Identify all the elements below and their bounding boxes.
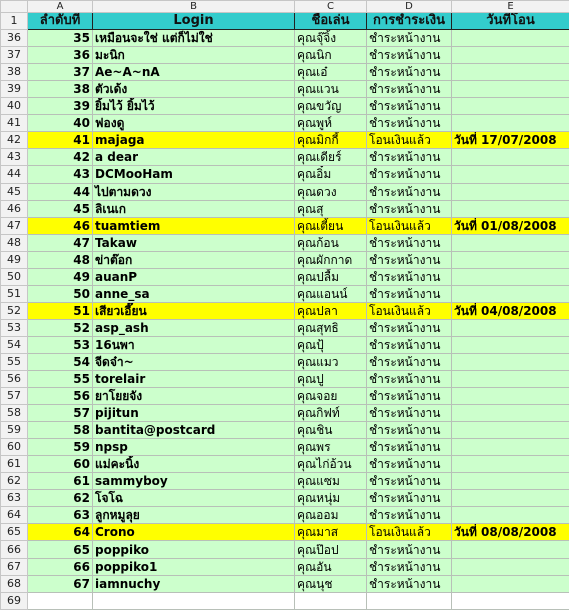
row-number[interactable]: 42	[1, 132, 28, 149]
cell-transfer-date[interactable]: วันที่ 08/08/2008	[452, 524, 569, 541]
cell-payment[interactable]: ชำระหน้างาน	[367, 473, 452, 490]
cell-payment[interactable]: ชำระหน้างาน	[367, 81, 452, 98]
row-number[interactable]: 36	[1, 30, 28, 47]
cell-login[interactable]: auanP	[93, 268, 295, 285]
cell-number[interactable]: 39	[28, 98, 93, 115]
table-row	[1, 47, 569, 64]
cell-login[interactable]: ตัวเด้ง	[93, 81, 295, 98]
table-row-highlighted	[1, 132, 569, 149]
cell-nickname[interactable]: คุณเดียร์	[295, 149, 367, 166]
header-cell-transfer-date[interactable]: วันที่โอน	[452, 13, 569, 30]
cell-nickname[interactable]: คุณอัน	[295, 558, 367, 575]
cell-transfer-date[interactable]	[452, 30, 569, 47]
cell-transfer-date[interactable]: วันที่ 17/07/2008	[452, 132, 569, 149]
column-header-e[interactable]: E	[452, 1, 569, 13]
cell-nickname[interactable]: คุณสุทธิ	[295, 319, 367, 336]
cell-login[interactable]: แม่คะนิ้ง	[93, 456, 295, 473]
cell-login[interactable]: bantita@postcard	[93, 422, 295, 439]
row-number[interactable]: 39	[1, 81, 28, 98]
cell-nickname[interactable]: คุณเตี้ยน	[295, 217, 367, 234]
cell-transfer-date[interactable]	[452, 234, 569, 251]
cell-transfer-date[interactable]	[452, 575, 569, 592]
row-number[interactable]: 43	[1, 149, 28, 166]
cell-login[interactable]: npsp	[93, 439, 295, 456]
cell-payment[interactable]: ชำระหน้างาน	[367, 166, 452, 183]
cell-login[interactable]: โจโฉ	[93, 490, 295, 507]
table-row	[1, 285, 569, 302]
row-number[interactable]: 67	[1, 558, 28, 575]
cell-payment[interactable]: ชำระหน้างาน	[367, 353, 452, 370]
cell-login[interactable]: ข่าต๊อก	[93, 251, 295, 268]
cell-nickname[interactable]: คุณไก่อ้วน	[295, 456, 367, 473]
cell-number[interactable]: 56	[28, 388, 93, 405]
cell-nickname[interactable]: คุณแวน	[295, 81, 367, 98]
cell-number[interactable]: 63	[28, 507, 93, 524]
cell-transfer-date[interactable]	[452, 268, 569, 285]
cell-number[interactable]: 51	[28, 302, 93, 319]
empty-cell[interactable]	[93, 592, 295, 609]
table-row	[1, 371, 569, 388]
table-row	[1, 251, 569, 268]
cell-login[interactable]: Takaw	[93, 234, 295, 251]
cell-number[interactable]: 42	[28, 149, 93, 166]
cell-login[interactable]: anne_sa	[93, 285, 295, 302]
cell-nickname[interactable]: คุณอิ๋ม	[295, 166, 367, 183]
table-row	[1, 456, 569, 473]
column-header-row	[1, 1, 569, 13]
table-row-highlighted	[1, 217, 569, 234]
cell-login[interactable]: ลูกหมูลุย	[93, 507, 295, 524]
cell-login[interactable]: torelair	[93, 371, 295, 388]
cell-payment[interactable]: ชำระหน้างาน	[367, 285, 452, 302]
row-number[interactable]: 65	[1, 524, 28, 541]
cell-payment[interactable]: ชำระหน้างาน	[367, 388, 452, 405]
cell-payment[interactable]: ชำระหน้างาน	[367, 490, 452, 507]
column-header-a[interactable]: A	[28, 1, 93, 13]
cell-payment[interactable]: ชำระหน้างาน	[367, 336, 452, 353]
cell-login[interactable]: Crono	[93, 524, 295, 541]
cell-transfer-date[interactable]	[452, 507, 569, 524]
table-row	[1, 422, 569, 439]
row-number[interactable]: 55	[1, 353, 28, 370]
cell-payment[interactable]: ชำระหน้างาน	[367, 456, 452, 473]
select-all-corner[interactable]	[1, 1, 28, 13]
cell-nickname[interactable]: คุณออม	[295, 507, 367, 524]
cell-nickname[interactable]: คุณจอย	[295, 388, 367, 405]
cell-nickname[interactable]: คุณกิฟท์	[295, 405, 367, 422]
cell-number[interactable]: 61	[28, 473, 93, 490]
table-row	[1, 98, 569, 115]
cell-transfer-date[interactable]	[452, 64, 569, 81]
table-row	[1, 183, 569, 200]
row-number[interactable]: 53	[1, 319, 28, 336]
cell-transfer-date[interactable]: วันที่ 01/08/2008	[452, 217, 569, 234]
cell-login[interactable]: จีดจ๋า~	[93, 353, 295, 370]
cell-payment[interactable]: ชำระหน้างาน	[367, 319, 452, 336]
cell-login[interactable]: เสียวเอี๊ยน	[93, 302, 295, 319]
cell-payment[interactable]: โอนเงินแล้ว	[367, 132, 452, 149]
cell-number[interactable]: 53	[28, 336, 93, 353]
cell-login[interactable]: ไปตามดวง	[93, 183, 295, 200]
cell-nickname[interactable]: คุณมิกกี้	[295, 132, 367, 149]
table-row-highlighted	[1, 302, 569, 319]
cell-transfer-date[interactable]	[452, 149, 569, 166]
cell-payment[interactable]: ชำระหน้างาน	[367, 115, 452, 132]
cell-transfer-date[interactable]	[452, 98, 569, 115]
cell-nickname[interactable]: คุณปลื้ม	[295, 268, 367, 285]
cell-nickname[interactable]: คุณพูห์	[295, 115, 367, 132]
row-number[interactable]: 62	[1, 473, 28, 490]
header-cell-no[interactable]: ลำดับที่	[28, 13, 93, 30]
cell-payment[interactable]: ชำระหน้างาน	[367, 268, 452, 285]
table-row	[1, 336, 569, 353]
table-header-row	[1, 13, 569, 30]
cell-payment[interactable]: ชำระหน้างาน	[367, 422, 452, 439]
cell-login[interactable]: tuamtiem	[93, 217, 295, 234]
cell-payment[interactable]: โอนเงินแล้ว	[367, 524, 452, 541]
cell-login[interactable]: iamnuchy	[93, 575, 295, 592]
row-number[interactable]: 49	[1, 251, 28, 268]
cell-number[interactable]: 55	[28, 371, 93, 388]
cell-payment[interactable]: ชำระหน้างาน	[367, 251, 452, 268]
cell-nickname[interactable]: คุณชิน	[295, 422, 367, 439]
row-number[interactable]: 57	[1, 388, 28, 405]
table-row	[1, 149, 569, 166]
table-row	[1, 490, 569, 507]
table-row	[1, 439, 569, 456]
cell-payment[interactable]: ชำระหน้างาน	[367, 234, 452, 251]
table-row-highlighted	[1, 524, 569, 541]
cell-number[interactable]: 44	[28, 183, 93, 200]
cell-nickname[interactable]: คุณหนุ่ม	[295, 490, 367, 507]
cell-login[interactable]: DCMooHam	[93, 166, 295, 183]
row-number[interactable]: 58	[1, 405, 28, 422]
cell-nickname[interactable]: คุณจุ๊จิ้ง	[295, 30, 367, 47]
cell-nickname[interactable]: คุณป๊อป	[295, 541, 367, 558]
cell-login[interactable]: poppiko	[93, 541, 295, 558]
row-number[interactable]: 44	[1, 166, 28, 183]
cell-payment[interactable]: ชำระหน้างาน	[367, 47, 452, 64]
table-row	[1, 575, 569, 592]
table-row	[1, 30, 569, 47]
cell-login[interactable]: ฟองดู	[93, 115, 295, 132]
cell-nickname[interactable]: คุณปลา	[295, 302, 367, 319]
cell-nickname[interactable]: คุณเอ๋	[295, 64, 367, 81]
row-number[interactable]: 50	[1, 268, 28, 285]
cell-nickname[interactable]: คุณมาส	[295, 524, 367, 541]
cell-login[interactable]: เหมือนจะใช่ แต่ก็ไม่ใช่	[93, 30, 295, 47]
row-number[interactable]: 51	[1, 285, 28, 302]
row-number[interactable]: 48	[1, 234, 28, 251]
cell-transfer-date[interactable]	[452, 473, 569, 490]
row-number[interactable]: 37	[1, 47, 28, 64]
cell-transfer-date[interactable]	[452, 183, 569, 200]
row-number[interactable]: 54	[1, 336, 28, 353]
table-row	[1, 319, 569, 336]
cell-payment[interactable]: ชำระหน้างาน	[367, 200, 452, 217]
cell-transfer-date[interactable]: วันที่ 04/08/2008	[452, 302, 569, 319]
cell-transfer-date[interactable]	[452, 388, 569, 405]
cell-nickname[interactable]: คุณนิก	[295, 47, 367, 64]
row-number[interactable]: 63	[1, 490, 28, 507]
cell-number[interactable]: 48	[28, 251, 93, 268]
cell-payment[interactable]: ชำระหน้างาน	[367, 371, 452, 388]
cell-number[interactable]: 57	[28, 405, 93, 422]
cell-number[interactable]: 35	[28, 30, 93, 47]
header-cell-nickname[interactable]: ชื่อเล่น	[295, 13, 367, 30]
table-row	[1, 541, 569, 558]
cell-payment[interactable]: ชำระหน้างาน	[367, 405, 452, 422]
cell-nickname[interactable]: คุณแอนน์	[295, 285, 367, 302]
cell-number[interactable]: 41	[28, 132, 93, 149]
cell-login[interactable]: a dear	[93, 149, 295, 166]
cell-nickname[interactable]: คุณปุ้	[295, 336, 367, 353]
cell-transfer-date[interactable]	[452, 166, 569, 183]
header-cell-payment[interactable]: การชำระเงิน	[367, 13, 452, 30]
cell-payment[interactable]: ชำระหน้างาน	[367, 64, 452, 81]
cell-nickname[interactable]: คุณดวง	[295, 183, 367, 200]
row-number[interactable]: 59	[1, 422, 28, 439]
row-number[interactable]: 47	[1, 217, 28, 234]
cell-payment[interactable]: ชำระหน้างาน	[367, 541, 452, 558]
cell-number[interactable]: 54	[28, 353, 93, 370]
cell-transfer-date[interactable]	[452, 285, 569, 302]
empty-row	[1, 592, 569, 609]
cell-nickname[interactable]: คุณผักกาด	[295, 251, 367, 268]
table-row	[1, 558, 569, 575]
cell-nickname[interactable]: คุณพร	[295, 439, 367, 456]
column-header-b[interactable]: B	[93, 1, 295, 13]
table-row	[1, 388, 569, 405]
cell-number[interactable]: 47	[28, 234, 93, 251]
cell-login[interactable]: asp_ash	[93, 319, 295, 336]
table-row	[1, 81, 569, 98]
cell-number[interactable]: 58	[28, 422, 93, 439]
cell-transfer-date[interactable]	[452, 336, 569, 353]
cell-number[interactable]: 43	[28, 166, 93, 183]
row-number[interactable]: 56	[1, 371, 28, 388]
cell-transfer-date[interactable]	[452, 541, 569, 558]
table-row	[1, 166, 569, 183]
cell-payment[interactable]: ชำระหน้างาน	[367, 98, 452, 115]
column-header-c[interactable]: C	[295, 1, 367, 13]
cell-login[interactable]: ลิเนเก	[93, 200, 295, 217]
table-row	[1, 268, 569, 285]
cell-login[interactable]: Ae~A~nA	[93, 64, 295, 81]
cell-nickname[interactable]: คุณปู	[295, 371, 367, 388]
cell-number[interactable]: 65	[28, 541, 93, 558]
row-number[interactable]: 41	[1, 115, 28, 132]
header-cell-login[interactable]: Login	[93, 13, 295, 30]
cell-number[interactable]: 66	[28, 558, 93, 575]
row-number[interactable]: 68	[1, 575, 28, 592]
cell-payment[interactable]: ชำระหน้างาน	[367, 575, 452, 592]
row-number[interactable]: 40	[1, 98, 28, 115]
cell-transfer-date[interactable]	[452, 490, 569, 507]
cell-number[interactable]: 36	[28, 47, 93, 64]
cell-payment[interactable]: ชำระหน้างาน	[367, 183, 452, 200]
row-number[interactable]: 61	[1, 456, 28, 473]
empty-cell[interactable]	[367, 592, 452, 609]
cell-payment[interactable]: ชำระหน้างาน	[367, 439, 452, 456]
cell-transfer-date[interactable]	[452, 558, 569, 575]
empty-cell[interactable]	[295, 592, 367, 609]
cell-transfer-date[interactable]	[452, 353, 569, 370]
empty-cell[interactable]	[452, 592, 569, 609]
cell-payment[interactable]: โอนเงินแล้ว	[367, 302, 452, 319]
cell-number[interactable]: 60	[28, 456, 93, 473]
cell-login[interactable]: ยาโยยจัง	[93, 388, 295, 405]
cell-nickname[interactable]: คุณแซม	[295, 473, 367, 490]
cell-nickname[interactable]: คุณก้อน	[295, 234, 367, 251]
cell-transfer-date[interactable]	[452, 200, 569, 217]
cell-transfer-date[interactable]	[452, 405, 569, 422]
cell-number[interactable]: 62	[28, 490, 93, 507]
cell-nickname[interactable]: คุณนุช	[295, 575, 367, 592]
row-number[interactable]: 52	[1, 302, 28, 319]
cell-nickname[interactable]: คุณแมว	[295, 353, 367, 370]
cell-transfer-date[interactable]	[452, 47, 569, 64]
cell-nickname[interactable]: คุณสุ	[295, 200, 367, 217]
row-number[interactable]: 38	[1, 64, 28, 81]
empty-cell[interactable]	[28, 592, 93, 609]
table-row	[1, 473, 569, 490]
cell-number[interactable]: 59	[28, 439, 93, 456]
cell-login[interactable]: sammyboy	[93, 473, 295, 490]
cell-login[interactable]: majaga	[93, 132, 295, 149]
table-row	[1, 353, 569, 370]
cell-number[interactable]: 46	[28, 217, 93, 234]
cell-nickname[interactable]: คุณขวัญ	[295, 98, 367, 115]
cell-payment[interactable]: ชำระหน้างาน	[367, 507, 452, 524]
cell-transfer-date[interactable]	[452, 371, 569, 388]
cell-transfer-date[interactable]	[452, 439, 569, 456]
cell-number[interactable]: 49	[28, 268, 93, 285]
cell-transfer-date[interactable]	[452, 319, 569, 336]
cell-number[interactable]: 40	[28, 115, 93, 132]
row-number[interactable]: 64	[1, 507, 28, 524]
row-number[interactable]: 1	[1, 13, 28, 30]
cell-login[interactable]: pijitun	[93, 405, 295, 422]
cell-number[interactable]: 52	[28, 319, 93, 336]
cell-number[interactable]: 64	[28, 524, 93, 541]
cell-transfer-date[interactable]	[452, 251, 569, 268]
table-row	[1, 200, 569, 217]
row-number[interactable]: 69	[1, 592, 28, 609]
cell-transfer-date[interactable]	[452, 115, 569, 132]
cell-number[interactable]: 50	[28, 285, 93, 302]
cell-login[interactable]: มะนิก	[93, 47, 295, 64]
row-number[interactable]: 45	[1, 183, 28, 200]
cell-number[interactable]: 37	[28, 64, 93, 81]
cell-payment[interactable]: ชำระหน้างาน	[367, 558, 452, 575]
cell-transfer-date[interactable]	[452, 422, 569, 439]
table-row	[1, 64, 569, 81]
cell-payment[interactable]: ชำระหน้างาน	[367, 149, 452, 166]
column-header-d[interactable]: D	[367, 1, 452, 13]
cell-number[interactable]: 38	[28, 81, 93, 98]
cell-number[interactable]: 67	[28, 575, 93, 592]
cell-login[interactable]: ยิ้มไว้ ยิ้มไว้	[93, 98, 295, 115]
table-row	[1, 405, 569, 422]
cell-number[interactable]: 45	[28, 200, 93, 217]
table-row	[1, 507, 569, 524]
cell-payment[interactable]: ชำระหน้างาน	[367, 30, 452, 47]
cell-transfer-date[interactable]	[452, 456, 569, 473]
cell-transfer-date[interactable]	[452, 81, 569, 98]
table-row	[1, 115, 569, 132]
cell-login[interactable]: 16นพา	[93, 336, 295, 353]
row-number[interactable]: 46	[1, 200, 28, 217]
cell-payment[interactable]: โอนเงินแล้ว	[367, 217, 452, 234]
cell-login[interactable]: poppiko1	[93, 558, 295, 575]
row-number[interactable]: 60	[1, 439, 28, 456]
table-row	[1, 234, 569, 251]
row-number[interactable]: 66	[1, 541, 28, 558]
